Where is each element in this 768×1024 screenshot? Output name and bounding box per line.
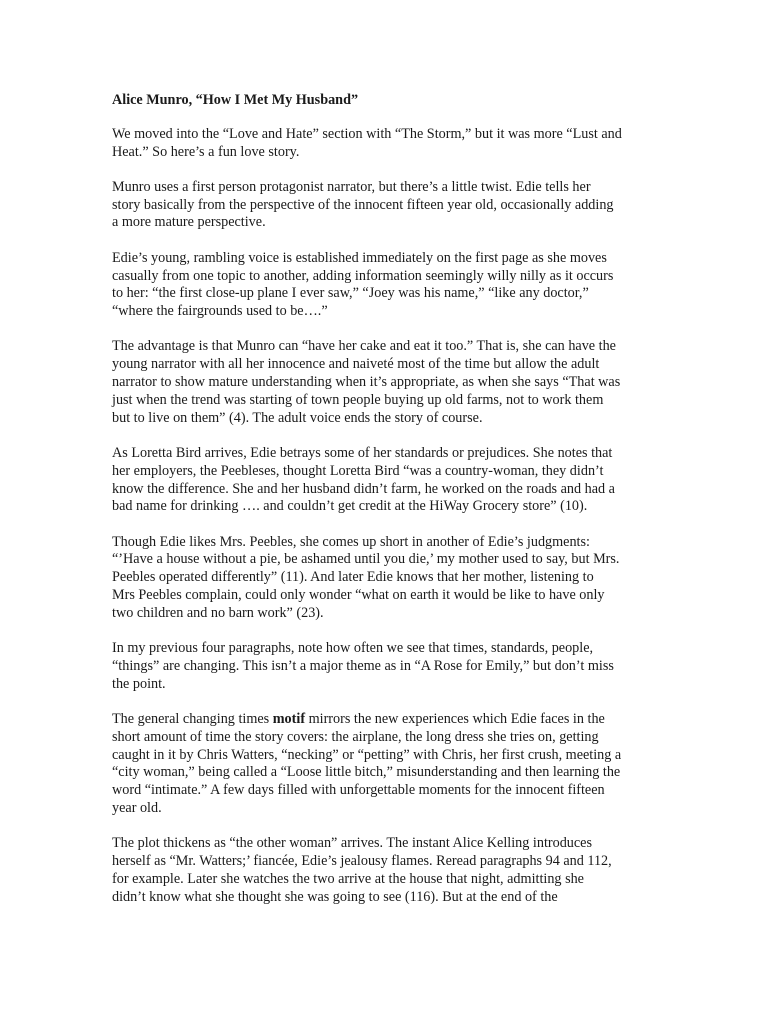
text-line: “where the fairgrounds used to be….” [112, 303, 328, 320]
text-line: know the difference. She and her husband didn’t farm, he worked on the roads and had a [112, 480, 615, 497]
text-line: young narrator with all her innocence and naiveté most of the time but allow the adult [112, 356, 600, 373]
text-line: didn’t know what she thought she was going to see (116). But at the end of the [112, 888, 558, 905]
text-line: but to live on them” (4). The adult voice ends the story of course. [112, 409, 483, 426]
text-run: The general changing times [112, 711, 273, 728]
text-line: caught in it by Chris Watters, “necking” or “petting” with Chris, her first crush, meeting a [112, 746, 622, 763]
text-line: two children and no barn work” (23). [112, 604, 324, 621]
text-line: for example. Later she watches the two arrive at the house that night, admitting she [112, 870, 584, 887]
text-line: just when the trend was starting of town people buying up old farms, not to work them [112, 391, 604, 408]
text-line: Edie’s young, rambling voice is established immediately on the first page as she moves [112, 249, 607, 266]
text-line: As Loretta Bird arrives, Edie betrays some of her standards or prejudices. She notes that [112, 444, 613, 461]
document-page [112, 92, 660, 906]
paragraph-8 [112, 711, 660, 818]
text-line: narrator to show mature understanding when it’s appropriate, as when she says “That was [112, 374, 621, 391]
paragraph-7 [112, 640, 660, 693]
text-run: mirrors the new experiences which Edie faces in the [305, 711, 605, 728]
paragraph-2 [112, 179, 660, 232]
text-line: word “intimate.” A few days filled with unforgettable moments for the innocent fifteen [112, 782, 605, 799]
text-line: casually from one topic to another, adding information seemingly willy nilly as it occurs [112, 267, 614, 284]
text-line: Peebles operated differently” (11). And later Edie knows that her mother, listening to [112, 569, 594, 586]
paragraph-1 [112, 126, 660, 162]
text-line: Heat.” So here’s a fun love story. [112, 143, 300, 160]
text-line: herself as “Mr. Watters;’ fiancée, Edie’s jealousy flames. Reread paragraphs 94 and 112, [112, 853, 612, 870]
text-line: In my previous four paragraphs, note how often we see that times, standards, people, [112, 640, 594, 657]
text-line: a more mature perspective. [112, 214, 266, 231]
text-line: Mrs Peebles complain, could only wonder “what on earth it would be like to have only [112, 587, 605, 604]
text-line: “’Have a house without a pie, be ashamed until you die,’ my mother used to say, but Mrs. [112, 551, 620, 568]
bold-term-motif: motif [272, 711, 306, 728]
text-line: short amount of time the story covers: the airplane, the long dress she tries on, getting [112, 728, 599, 745]
text-line: Munro uses a first person protagonist narrator, but there’s a little twist. Edie tells her [112, 178, 591, 195]
text-line: The plot thickens as “the other woman” arrives. The instant Alice Kelling introduces [112, 835, 593, 852]
paragraph-5 [112, 445, 660, 516]
text-line [112, 711, 660, 729]
text-line: her employers, the Peebleses, thought Loretta Bird “was a country-woman, they didn’t [112, 462, 604, 479]
document-title: Alice Munro, “How I Met My Husband” [112, 92, 359, 108]
text-line: year old. [112, 800, 162, 816]
paragraph-4 [112, 338, 660, 427]
text-line: “things” are changing. This isn’t a major theme as in “A Rose for Emily,” but don’t miss [112, 657, 614, 674]
paragraph-3 [112, 250, 660, 321]
text-line: bad name for drinking …. and couldn’t get credit at the HiWay Grocery store” (10). [112, 498, 588, 515]
text-line: to her: “the first close-up plane I ever saw,” “Joey was his name,” “like any doctor,” [112, 285, 589, 302]
text-line: the point. [112, 675, 166, 692]
text-line: story basically from the perspective of the innocent fifteen year old, occasionally adding [112, 196, 614, 213]
text-line: We moved into the “Love and Hate” section with “The Storm,” but it was more “Lust and [112, 125, 622, 142]
paragraph-6 [112, 534, 660, 623]
text-line: Though Edie likes Mrs. Peebles, she comes up short in another of Edie’s judgments: [112, 533, 590, 550]
paragraph-9 [112, 835, 660, 906]
text-line: The advantage is that Munro can “have her cake and eat it too.” That is, she can have the [112, 338, 616, 355]
text-line: “city woman,” being called a “Loose little bitch,” misunderstanding and then learning the [112, 764, 621, 781]
